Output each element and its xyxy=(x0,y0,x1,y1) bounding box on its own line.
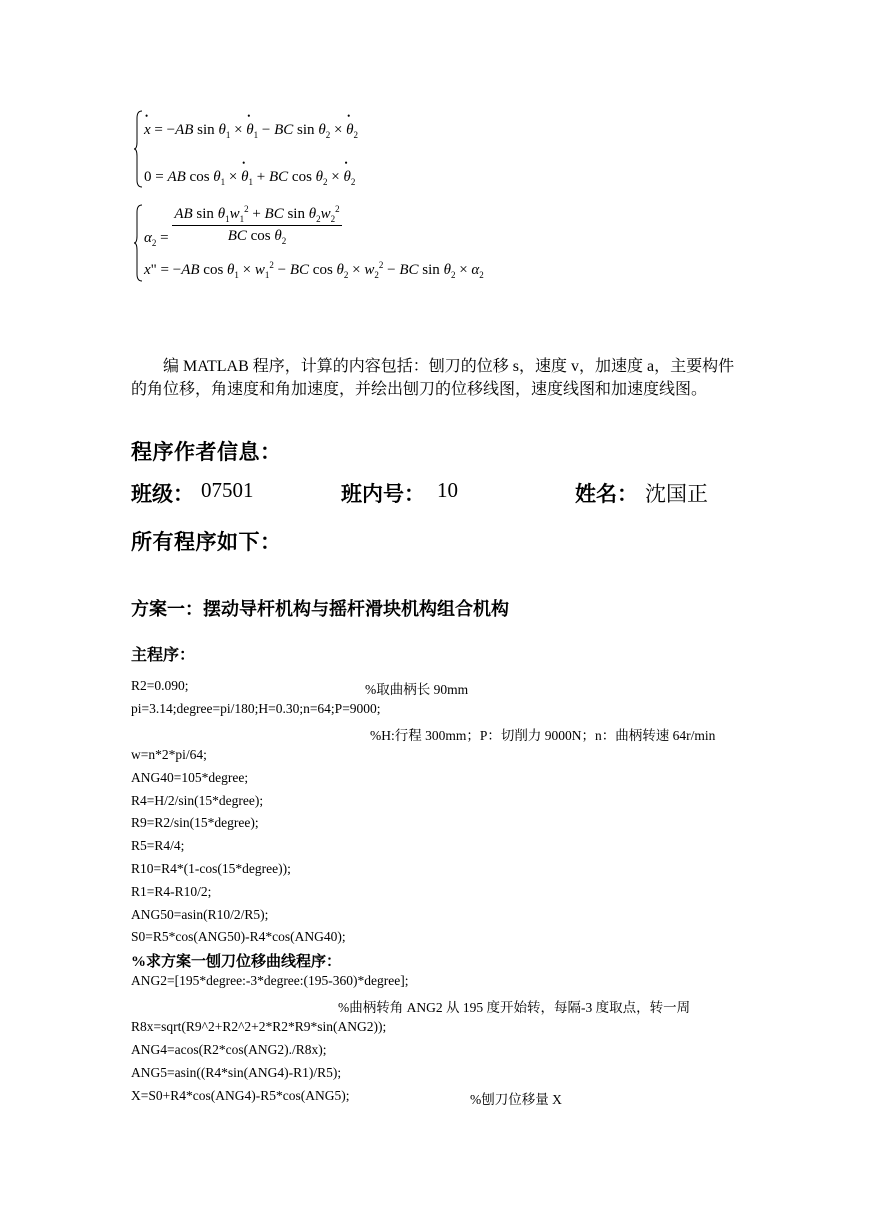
code-line: R10=R4*(1-cos(15*degree)); xyxy=(131,861,291,876)
code-line: R2=0.090; xyxy=(131,678,189,693)
code-line: ANG4=acos(R2*cos(ANG2)./R8x); xyxy=(131,1042,327,1057)
author-info-row xyxy=(131,478,741,508)
code-line: ANG40=105*degree; xyxy=(131,770,249,785)
equation-1-line-2: 0 = AB $\cos \theta_1$ × • $\theta_1$ + BC $\cos \theta_2$ × • $\theta_2$ xyxy=(144,169,355,187)
number-value: 10 xyxy=(437,478,458,502)
equation-2-line-1: $\alpha_2$ = $\frac{AB \sin \theta_1w_1^2 + BC \sin \theta_2w_2^2}{BC \cos \theta_2}$ xyxy=(144,204,340,249)
name-value: 沈国正 xyxy=(645,482,708,506)
code-line: ANG50=asin(R10/2/R5); xyxy=(131,907,269,922)
equation-1-line-1: • x = −AB $\sin \theta_1$ × • $\theta_1$ − BC $\sin \theta_2$ × • $\theta_2$ xyxy=(144,122,358,140)
number-label: 班内号： xyxy=(341,482,425,506)
code-line: X=S0+R4*cos(ANG4)-R5*cos(ANG5); xyxy=(131,1088,350,1103)
brace-2 xyxy=(134,204,144,282)
code-line: R4=H/2/sin(15*degree); xyxy=(131,793,264,808)
main-program-label: 主程序： xyxy=(131,647,196,664)
code-line: ANG2=[195*degree:-3*degree:(195-360)*degree]; xyxy=(131,973,409,988)
brace-1 xyxy=(134,110,144,188)
code-line: pi=3.14;degree=pi/180;H=0.30;n=64;P=9000; xyxy=(131,701,381,716)
name-label: 姓名： xyxy=(575,482,638,506)
intro-paragraph: 编 MATLAB 程序，计算的内容包括：刨刀的位移 s，速度 v，加速度 a，主要构件的角位移，角速度和角加速度，并绘出刨刀的位移线图，速度线图和加速度线图。 xyxy=(131,358,735,398)
code-line: w=n*2*pi/64; xyxy=(131,747,207,762)
code-line: ANG5=asin((R4*sin(ANG4)-R1)/R5); xyxy=(131,1065,342,1080)
code-line: R1=R4-R10/2; xyxy=(131,884,212,899)
code-section-comment: %求方案一刨刀位移曲线程序： xyxy=(131,954,342,970)
code-line: R9=R2/sin(15*degree); xyxy=(131,815,259,830)
code-line: R5=R4/4; xyxy=(131,838,185,853)
author-heading: 程序作者信息： xyxy=(131,440,282,464)
code-line: S0=R5*cos(ANG50)-R4*cos(ANG40); xyxy=(131,929,346,944)
code-line: R8x=sqrt(R9^2+R2^2+2*R2*R9*sin(ANG2)); xyxy=(131,1019,387,1034)
code-comment: %取曲柄长 90mm xyxy=(365,682,469,697)
code-comment: %H:行程 300mm；P：切削力 9000N；n：曲柄转速 64r/min xyxy=(370,728,716,743)
scheme-title: 方案一：摆动导杆机构与摇杆滑块机构组合机构 xyxy=(131,599,509,619)
class-label: 班级： xyxy=(131,482,194,506)
programs-heading: 所有程序如下： xyxy=(131,530,282,554)
class-value: 07501 xyxy=(201,478,254,502)
code-comment: %曲柄转角 ANG2 从 195 度开始转，每隔-3 度取点，转一周 xyxy=(338,1000,691,1015)
equation-2-line-2: x" = −AB $\cos \theta_1 \times w_1^2$ − BC $\cos \theta_2 \times w_2^2$ − BC $\sin \theta_2 \times \alpha_2$ xyxy=(144,260,484,280)
code-comment: %刨刀位移量 X xyxy=(470,1092,562,1107)
